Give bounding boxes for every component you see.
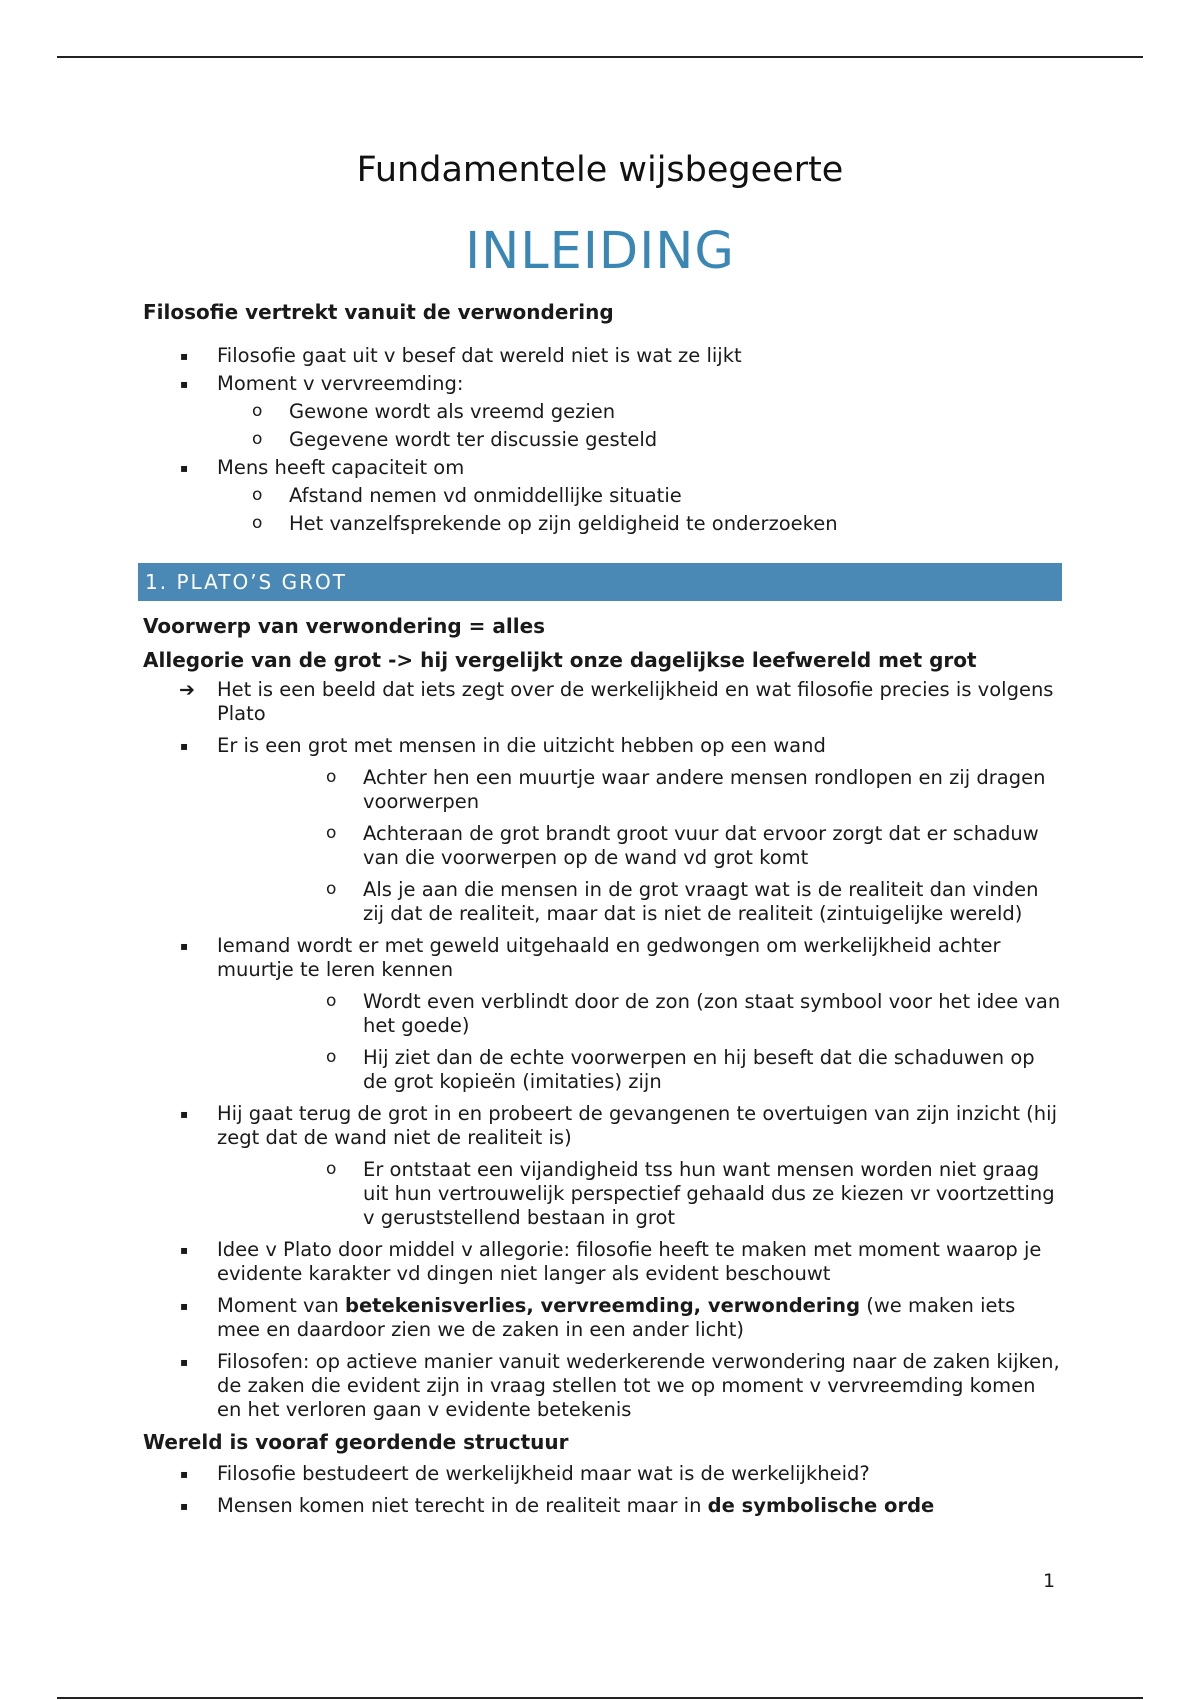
list-item: ▪ Er is een grot met mensen in die uitzicht hebben op een wand o Achter hen een muurtje waar andere mensen rondlopen en zij dragen voorwerpen o Achteraan de grot brandt groot vuur dat ervoor zorgt dat er schaduw van die voorwerpen op de wand vd grot komt o Als je aan die mensen in de grot vraagt wat is de realiteit dan vinden zij dat de realiteit, maar dat is niet de realiteit (zintuigelijke wereld) xyxy=(143,734,1063,926)
circle-bullet-icon: o xyxy=(326,879,337,899)
chapter-heading: INLEIDING xyxy=(465,222,735,281)
circle-bullet-icon: o xyxy=(252,401,263,421)
square-bullet-icon: ▪ xyxy=(180,377,189,391)
list-item: o Wordt even verblindt door de zon (zon staat symbool voor het idee van het goede) xyxy=(326,990,1061,1037)
square-bullet-icon: ▪ xyxy=(180,1107,189,1121)
circle-bullet-icon: o xyxy=(326,1159,337,1179)
section-heading-band xyxy=(138,563,1062,601)
section-title: 1. PLATO’S GROT xyxy=(145,570,347,594)
subheading: Allegorie van de grot -> hij vergelijkt onze dagelijkse leefwereld met grot xyxy=(143,648,977,672)
list-item: ▪ Filosofie gaat uit v besef dat wereld niet is wat ze lijkt xyxy=(180,344,742,367)
section-list xyxy=(143,678,1063,1422)
list-item: o Als je aan die mensen in de grot vraagt wat is de realiteit dan vinden zij dat de realiteit, maar dat is niet de realiteit (zintuigelijke wereld) xyxy=(326,878,1039,925)
square-bullet-icon: ▪ xyxy=(180,939,189,953)
list-item: o Hij ziet dan de echte voorwerpen en hij beseft dat die schaduwen op de grot kopieën (imitaties) zijn xyxy=(326,1046,1035,1093)
list-item: ➔ Het is een beeld dat iets zegt over de werkelijkheid en wat filosofie precies is volgens Plato xyxy=(179,678,1054,725)
page-number: 1 xyxy=(1043,1570,1056,1592)
list-item: ▪ Filosofie bestudeert de werkelijkheid maar wat is de werkelijkheid? xyxy=(180,1462,870,1485)
list-item: ▪ Moment van betekenisverlies, vervreemding, verwondering (we maken iets mee en daardoor zien we de zaken in een ander licht) xyxy=(180,1294,1016,1341)
section-list xyxy=(143,1462,1063,1518)
list-item: o Achter hen een muurtje waar andere mensen rondlopen en zij dragen voorwerpen xyxy=(326,766,1046,813)
list-item: o Gegevene wordt ter discussie gesteld xyxy=(252,428,658,451)
list-item: o Achteraan de grot brandt groot vuur dat ervoor zorgt dat er schaduw van die voorwerpen op de wand vd grot komt xyxy=(326,822,1039,869)
square-bullet-icon: ▪ xyxy=(180,1299,189,1313)
circle-bullet-icon: o xyxy=(326,767,337,787)
list-item: o Afstand nemen vd onmiddellijke situatie xyxy=(252,484,682,507)
list-item: ▪ Hij gaat terug de grot in en probeert de gevangenen te overtuigen van zijn inzicht (hij zegt dat de wand niet de realiteit is) o Er ontstaat een vijandigheid tss hun want mensen worden niet graag uit hun vertrouwelijk perspectief gehaald dus ze kiezen vr voortzetting v geruststellend bestaan in grot xyxy=(143,1102,1063,1230)
list-item: ▪ Filosofen: op actieve manier vanuit wederkerende verwondering naar de zaken kijken, de zaken die evident zijn in vraag stellen tot we op moment v vervreemding komen en het verloren gaan v evidente betekenis xyxy=(180,1350,1060,1421)
arrow-bullet-icon: ➔ xyxy=(179,679,195,701)
list-item: ▪ Mensen komen niet terecht in de realiteit maar in de symbolische orde xyxy=(180,1494,935,1517)
square-bullet-icon: ▪ xyxy=(180,1467,189,1481)
header-rule xyxy=(57,56,1143,58)
document-title: Fundamentele wijsbegeerte xyxy=(356,150,844,190)
intro-heading: Filosofie vertrekt vanuit de verwondering xyxy=(143,300,614,324)
circle-bullet-icon: o xyxy=(326,991,337,1011)
circle-bullet-icon: o xyxy=(252,485,263,505)
square-bullet-icon: ▪ xyxy=(180,1355,189,1369)
square-bullet-icon: ▪ xyxy=(180,1499,189,1513)
section-body xyxy=(143,614,1063,1526)
circle-bullet-icon: o xyxy=(252,429,263,449)
circle-bullet-icon: o xyxy=(326,823,337,843)
square-bullet-icon: ▪ xyxy=(180,739,189,753)
intro-block xyxy=(143,300,1063,540)
list-item: ▪ Mens heeft capaciteit om xyxy=(180,456,465,479)
footer-rule xyxy=(57,1697,1143,1699)
list-item: ▪ Moment v vervreemding: xyxy=(180,372,464,395)
subheading: Voorwerp van verwondering = alles xyxy=(143,614,546,638)
subheading: Wereld is vooraf geordende structuur xyxy=(143,1430,569,1454)
list-item: o Er ontstaat een vijandigheid tss hun want mensen worden niet graag uit hun vertrouwelijk perspectief gehaald dus ze kiezen vr voortzetting v geruststellend bestaan in grot xyxy=(326,1158,1055,1229)
list-item: o Gewone wordt als vreemd gezien xyxy=(252,400,616,423)
list-item: ▪ Iemand wordt er met geweld uitgehaald en gedwongen om werkelijkheid achter muurtje te leren kennen o Wordt even verblindt door de zon (zon staat symbool voor het idee van het goede) o Hij ziet dan de echte voorwerpen en hij beseft dat die schaduwen op de grot kopieën (imitaties) zijn xyxy=(143,934,1063,1094)
square-bullet-icon: ▪ xyxy=(180,1243,189,1257)
square-bullet-icon: ▪ xyxy=(180,349,189,363)
circle-bullet-icon: o xyxy=(252,513,263,533)
square-bullet-icon: ▪ xyxy=(180,461,189,475)
list-item: ▪ Idee v Plato door middel v allegorie: filosofie heeft te maken met moment waarop je evidente karakter vd dingen niet langer als evident beschouwt xyxy=(180,1238,1042,1285)
intro-list xyxy=(143,344,1063,536)
list-item: o Het vanzelfsprekende op zijn geldigheid te onderzoeken xyxy=(252,512,838,535)
circle-bullet-icon: o xyxy=(326,1047,337,1067)
